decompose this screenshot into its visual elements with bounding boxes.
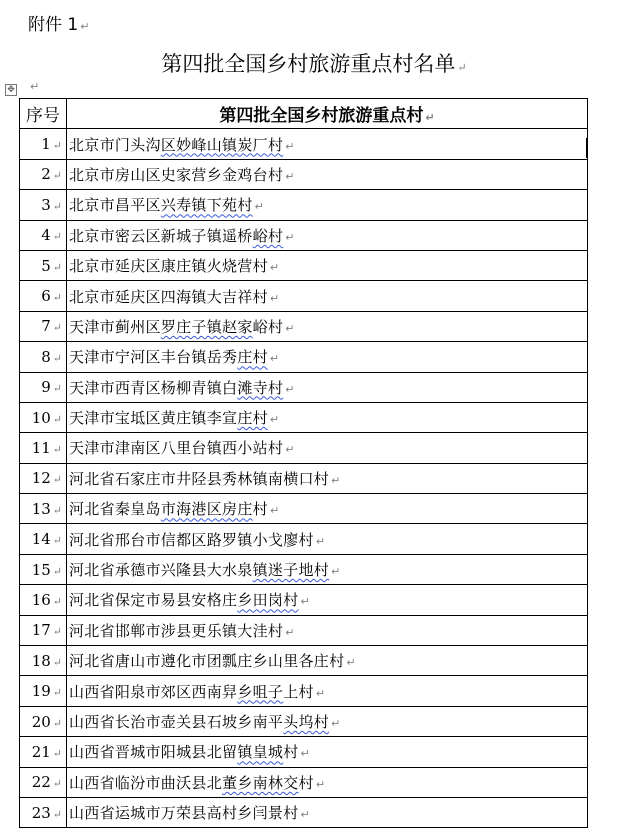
row-seq-cell — [20, 706, 67, 736]
row-seq-cell — [20, 342, 67, 372]
row-village-name: 河北省保定市易县安格庄乡田岗村 — [69, 591, 299, 610]
row-name-cell[interactable] — [67, 190, 588, 220]
cell-mark: ↵ — [269, 504, 280, 518]
row-name-cell[interactable] — [67, 311, 588, 341]
cell-mark: ↵ — [52, 686, 62, 700]
table-row — [20, 585, 588, 615]
cell-mark: ↵ — [285, 382, 295, 396]
cell-mark: ↵ — [285, 625, 295, 639]
row-seq: 8 — [41, 347, 51, 366]
row-seq-cell — [20, 129, 67, 159]
table-row — [20, 129, 588, 159]
cell-mark: ↵ — [52, 412, 62, 426]
row-village-name: 山西省运城市万荣县高村乡闫景村 — [69, 804, 299, 823]
row-village-name: 天津市宁河区丰台镇岳秀庄村 — [69, 348, 268, 367]
row-seq-cell — [20, 250, 67, 280]
cell-mark: ↵ — [315, 534, 326, 548]
row-name-cell[interactable] — [67, 129, 588, 159]
table-row — [20, 706, 588, 736]
cell-mark: ↵ — [285, 139, 295, 153]
cell-mark: ↵ — [52, 503, 62, 517]
row-name-cell[interactable] — [67, 463, 588, 493]
row-village-name: 山西省长治市壶关县石坡乡南平头坞村 — [69, 713, 330, 731]
table-row — [20, 220, 588, 250]
spellcheck-underline: 董乡南林交 — [222, 773, 299, 792]
attachment-label — [28, 10, 89, 35]
table-row — [20, 281, 588, 311]
spellcheck-underline: 峪村 — [252, 226, 284, 245]
spellcheck-underline: 罗庄子镇赵家 — [160, 317, 253, 336]
row-seq-cell — [20, 402, 67, 432]
row-seq: 22 — [31, 773, 51, 792]
row-seq-cell — [20, 281, 67, 311]
table-body — [20, 129, 588, 828]
cell-mark: ↵ — [52, 351, 62, 365]
cell-mark: ↵ — [52, 382, 62, 396]
cell-mark: ↵ — [52, 260, 62, 274]
cell-mark: ↵ — [52, 230, 62, 244]
cell-mark: ↵ — [52, 169, 62, 183]
cell-mark: ↵ — [331, 717, 341, 730]
table-row — [20, 311, 588, 341]
row-seq: 6 — [41, 287, 51, 306]
row-name-cell[interactable] — [67, 250, 588, 280]
paragraph-mark: ↵ — [457, 61, 467, 74]
row-seq-cell — [20, 220, 67, 250]
row-name-cell[interactable] — [67, 676, 588, 706]
row-name-cell[interactable] — [67, 615, 588, 645]
row-seq-cell — [20, 676, 67, 706]
row-seq-cell — [20, 646, 67, 676]
row-village-name: 河北省邯郸市涉县更乐镇大洼村 — [69, 621, 284, 640]
table-row — [20, 676, 588, 706]
row-seq-cell — [20, 797, 67, 827]
table-row — [20, 524, 588, 554]
row-seq-cell — [20, 311, 67, 341]
row-name-cell[interactable] — [67, 402, 588, 432]
row-seq: 9 — [41, 378, 51, 397]
cell-mark: ↵ — [346, 656, 356, 670]
spellcheck-underline: 兴寿镇下苑村 — [160, 196, 253, 215]
row-village-name: 北京市房山区史家营乡金鸡台村 — [69, 165, 284, 184]
row-name-cell[interactable] — [67, 797, 588, 827]
row-seq: 21 — [31, 742, 51, 761]
cell-mark: ↵ — [425, 111, 435, 125]
row-seq: 23 — [31, 803, 51, 822]
row-seq: 2 — [41, 165, 51, 184]
cell-mark: ↵ — [315, 686, 326, 700]
cell-mark: ↵ — [52, 199, 62, 213]
row-village-name: 北京市延庆区康庄镇火烧营村 — [69, 257, 268, 276]
row-seq: 19 — [31, 682, 51, 701]
table-move-handle-icon[interactable]: ✥ — [5, 84, 17, 96]
village-table — [19, 98, 588, 828]
spellcheck-underline: 区妙峰山镇炭厂村 — [160, 135, 284, 154]
cell-mark: ↵ — [331, 565, 341, 579]
row-seq-cell — [20, 494, 67, 524]
header-name-text: 第四批全国乡村旅游重点村 — [219, 106, 424, 127]
cell-mark: ↵ — [285, 230, 295, 244]
row-seq-cell — [20, 159, 67, 189]
row-name-cell[interactable] — [67, 554, 588, 584]
cell-mark: ↵ — [52, 594, 62, 608]
row-seq: 16 — [31, 590, 51, 609]
row-seq: 17 — [31, 621, 51, 640]
table-row — [20, 737, 588, 767]
row-name-cell[interactable] — [67, 494, 588, 524]
row-name-cell[interactable] — [67, 281, 588, 311]
table-row — [20, 494, 588, 524]
row-name-cell[interactable] — [67, 585, 588, 615]
row-seq: 3 — [41, 195, 51, 214]
cell-mark: ↵ — [52, 777, 62, 791]
paragraph-mark: ↵ — [30, 80, 40, 93]
row-seq: 11 — [31, 438, 51, 457]
text-cursor — [586, 138, 587, 158]
table-row — [20, 615, 588, 645]
cell-mark: ↵ — [269, 291, 280, 305]
row-seq: 10 — [31, 408, 51, 427]
cell-mark: ↵ — [52, 746, 62, 760]
table-row — [20, 402, 588, 432]
row-name-cell[interactable] — [67, 737, 588, 767]
table-row — [20, 646, 588, 676]
spellcheck-underline: 庄村 — [237, 348, 268, 367]
cell-mark: ↵ — [52, 625, 62, 639]
cell-mark: ↵ — [52, 291, 62, 305]
row-seq: 18 — [31, 651, 51, 670]
row-seq-cell — [20, 524, 67, 554]
spellcheck-underline: 镇迷子地村 — [252, 561, 330, 580]
row-village-name: 天津市津南区八里台镇西小站村 — [69, 439, 284, 458]
row-village-name: 山西省临汾市曲沃县北董乡南林交村 — [69, 773, 314, 792]
cell-mark: ↵ — [269, 352, 280, 366]
table-row — [20, 342, 588, 372]
row-name-cell[interactable] — [67, 706, 588, 736]
table-row — [20, 797, 588, 827]
table-row — [20, 250, 588, 280]
cell-mark: ↵ — [254, 200, 265, 214]
cell-mark: ↵ — [331, 473, 341, 487]
row-village-name: 山西省晋城市阳城县北留镇皇城村 — [69, 743, 299, 762]
cell-mark: ↵ — [300, 808, 311, 822]
row-seq: 14 — [31, 530, 51, 549]
row-village-name: 河北省唐山市遵化市团瓢庄乡山里各庄村 — [69, 652, 345, 671]
table-row — [20, 190, 588, 220]
row-seq: 7 — [41, 317, 51, 336]
cell-mark: ↵ — [52, 473, 62, 487]
cell-mark: ↵ — [52, 655, 62, 669]
table-row — [20, 159, 588, 189]
row-village-name: 北京市延庆区四海镇大吉祥村 — [69, 287, 268, 306]
row-name-cell[interactable] — [67, 767, 588, 797]
document-title-text: 第四批全国乡村旅游重点村名单 — [161, 52, 456, 76]
cell-mark: ↵ — [52, 807, 62, 821]
row-seq: 12 — [31, 469, 51, 488]
row-seq-cell — [20, 463, 67, 493]
cell-mark: ↵ — [315, 777, 326, 791]
spellcheck-underline: 市海港区房庄 — [160, 500, 253, 519]
spellcheck-underline: 乡咀子 — [237, 682, 284, 701]
row-village-name: 河北省秦皇岛市海港区房庄村 — [69, 500, 268, 519]
attachment-text: 附件 1 — [28, 15, 79, 35]
document-title — [0, 48, 628, 78]
cell-mark: ↵ — [52, 321, 62, 335]
row-seq-cell — [20, 433, 67, 463]
cell-mark: ↵ — [300, 747, 311, 761]
row-village-name: 北京市门头沟区妙峰山镇炭厂村 — [69, 135, 284, 154]
table-row — [20, 767, 588, 797]
table-row — [20, 433, 588, 463]
row-seq-cell — [20, 585, 67, 615]
row-name-cell[interactable] — [67, 433, 588, 463]
row-name-cell[interactable] — [67, 524, 588, 554]
row-seq-cell — [20, 554, 67, 584]
table-row — [20, 554, 588, 584]
row-village-name: 河北省石家庄市井陉县秀林镇南横口村 — [69, 469, 330, 488]
row-village-name: 天津市西青区杨柳青镇白滩寺村 — [69, 378, 284, 397]
row-village-name: 天津市蓟州区罗庄子镇赵家峪村 — [69, 317, 284, 336]
row-name-cell[interactable] — [67, 372, 588, 402]
row-village-name: 北京市密云区新城子镇遥桥峪村 — [69, 226, 284, 245]
paragraph-mark: ↵ — [80, 20, 90, 33]
row-seq-cell — [20, 190, 67, 220]
spellcheck-underline: 滩寺村 — [237, 378, 284, 397]
row-seq-cell — [20, 737, 67, 767]
cell-mark: ↵ — [52, 534, 62, 548]
cell-mark: ↵ — [52, 139, 62, 153]
table-header-row — [20, 99, 588, 129]
row-name-cell[interactable] — [67, 342, 588, 372]
spellcheck-underline: 镇皇城 — [237, 743, 284, 762]
row-seq-cell — [20, 615, 67, 645]
cell-mark: ↵ — [300, 595, 311, 609]
row-village-name: 河北省邢台市信都区路罗镇小戈廖村 — [69, 530, 314, 549]
row-seq: 4 — [41, 226, 51, 245]
row-seq: 15 — [31, 560, 51, 579]
cell-mark: ↵ — [52, 442, 62, 456]
row-seq: 20 — [31, 712, 51, 731]
table-row — [20, 463, 588, 493]
cell-mark: ↵ — [52, 564, 62, 578]
row-village-name: 天津市宝坻区黄庄镇李宣庄村 — [69, 409, 268, 428]
row-village-name: 山西省阳泉市郊区西南舁乡咀子上村 — [69, 682, 314, 701]
cell-mark: ↵ — [269, 413, 280, 427]
row-village-name: 北京市昌平区兴寿镇下苑村 — [69, 196, 253, 215]
cell-mark: ↵ — [269, 261, 280, 275]
spellcheck-underline: 头坞村 — [283, 713, 330, 731]
row-seq: 13 — [31, 499, 51, 518]
row-seq-cell — [20, 372, 67, 402]
row-name-cell[interactable] — [67, 220, 588, 250]
header-name — [67, 99, 588, 129]
row-seq: 5 — [41, 256, 51, 275]
header-seq: 序号 — [20, 99, 67, 129]
cell-mark: ↵ — [285, 169, 295, 183]
spellcheck-underline: 乡田岗村 — [237, 591, 299, 610]
row-seq-cell — [20, 767, 67, 797]
cell-mark: ↵ — [285, 443, 295, 457]
row-name-cell[interactable] — [67, 646, 588, 676]
row-seq: 1 — [41, 135, 51, 154]
spellcheck-underline: 庄村 — [237, 409, 268, 428]
row-village-name: 河北省承德市兴隆县大水泉镇迷子地村 — [69, 561, 330, 580]
cell-mark: ↵ — [285, 321, 295, 335]
row-name-cell[interactable] — [67, 159, 588, 189]
table-row — [20, 372, 588, 402]
cell-mark: ↵ — [52, 716, 62, 730]
